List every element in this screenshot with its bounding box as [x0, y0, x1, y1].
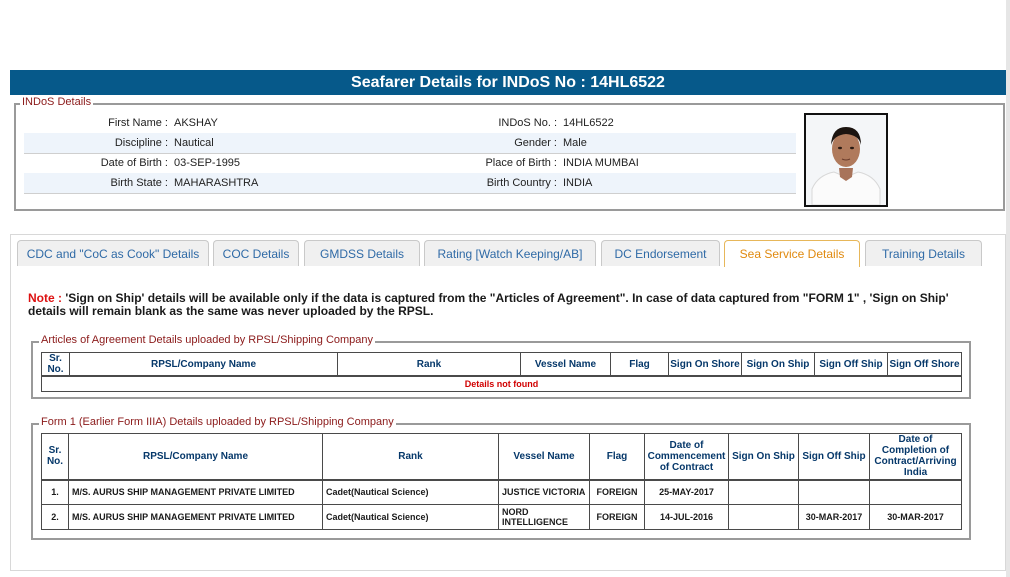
- info-row-first-name: [24, 113, 796, 134]
- company-name-cell: M/S. AURUS SHIP MANAGEMENT PRIVATE LIMITED: [69, 505, 323, 530]
- first-name-value: AKSHAY: [174, 117, 218, 129]
- articles-empty-row: [42, 376, 962, 391]
- gender-value: Male: [563, 137, 587, 149]
- table-row: [42, 480, 962, 505]
- col-flag: Flag: [611, 353, 669, 377]
- commencement-date-cell: 14-JUL-2016: [645, 505, 729, 530]
- tab-gmdss-details[interactable]: GMDSS Details: [304, 240, 420, 266]
- birth-state-label: Birth State :: [110, 177, 168, 189]
- vessel-name-cell: JUSTICE VICTORIA: [499, 480, 590, 505]
- articles-legend: Articles of Agreement Details uploaded by RPSL/Shipping Company: [41, 334, 374, 346]
- rank-cell: Cadet(Nautical Science): [323, 505, 499, 530]
- col-sr-no: Sr. No.: [42, 353, 70, 377]
- sign-on-ship-note: [28, 292, 978, 318]
- col-flag: Flag: [590, 434, 645, 480]
- col-commencement-date: Date of Commencement of Contract: [645, 434, 729, 480]
- commencement-date-cell: 25-MAY-2017: [645, 480, 729, 505]
- sign-off-ship-cell: 30-MAR-2017: [799, 505, 870, 530]
- sign-off-ship-cell: [799, 480, 870, 505]
- discipline-label: Discipline :: [114, 137, 168, 149]
- info-row-dob: [24, 153, 796, 174]
- col-sign-on-ship: Sign On Ship: [729, 434, 799, 480]
- sign-on-ship-cell: [729, 480, 799, 505]
- indos-no-value: 14HL6522: [563, 117, 614, 129]
- company-name-cell: M/S. AURUS SHIP MANAGEMENT PRIVATE LIMITED: [69, 480, 323, 505]
- form1-legend: Form 1 (Earlier Form IIIA) Details uploaded by RPSL/Shipping Company: [41, 416, 394, 428]
- details-not-found-message: Details not found: [42, 376, 962, 391]
- col-sign-off-ship: Sign Off Ship: [799, 434, 870, 480]
- birth-state-value: MAHARASHTRA: [174, 177, 259, 189]
- col-rank: Rank: [338, 353, 521, 377]
- col-company-name: RPSL/Company Name: [70, 353, 338, 377]
- tab-sea-service-details[interactable]: Sea Service Details: [724, 240, 860, 267]
- sr-no-cell: 1.: [42, 480, 69, 505]
- col-company-name: RPSL/Company Name: [69, 434, 323, 480]
- sign-on-ship-cell: [729, 505, 799, 530]
- col-vessel-name: Vessel Name: [521, 353, 611, 377]
- seafarer-photo: [804, 113, 888, 207]
- tab-coc-details[interactable]: COC Details: [213, 240, 299, 266]
- form1-header-row: [42, 434, 962, 480]
- col-sr-no: Sr. No.: [42, 434, 69, 480]
- page-right-border: [1006, 0, 1010, 577]
- flag-cell: FOREIGN: [590, 505, 645, 530]
- first-name-label: First Name :: [108, 117, 168, 129]
- flag-cell: FOREIGN: [590, 480, 645, 505]
- col-sign-off-ship: Sign Off Ship: [815, 353, 888, 377]
- tab-rating-details[interactable]: Rating [Watch Keeping/AB]: [424, 240, 596, 266]
- col-completion-date: Date of Completion of Contract/Arriving India: [870, 434, 962, 480]
- tab-dc-endorsement[interactable]: DC Endorsement: [601, 240, 720, 266]
- col-vessel-name: Vessel Name: [499, 434, 590, 480]
- indos-details-legend: INDoS Details: [22, 96, 92, 108]
- rank-cell: Cadet(Nautical Science): [323, 480, 499, 505]
- col-sign-on-shore: Sign On Shore: [669, 353, 742, 377]
- vessel-name-cell: NORD INTELLIGENCE: [499, 505, 590, 530]
- dob-value: 03-SEP-1995: [174, 157, 241, 169]
- indos-no-label: INDoS No. :: [498, 117, 557, 129]
- place-of-birth-value: INDIA MUMBAI: [563, 157, 639, 169]
- tab-cdc-details[interactable]: CDC and "CoC as Cook" Details: [17, 240, 209, 266]
- form1-table: [41, 433, 962, 530]
- col-rank: Rank: [323, 434, 499, 480]
- articles-table: [41, 352, 962, 392]
- note-text: 'Sign on Ship' details will be available only if the data is captured from the "Articles of Agreement". In case of data captured from "FORM 1" , 'Sign on Ship' details will remain blank as the same was never uploaded by the RPSL.: [28, 291, 949, 318]
- completion-date-cell: [870, 480, 962, 505]
- sr-no-cell: 2.: [42, 505, 69, 530]
- articles-header-row: [42, 353, 962, 377]
- completion-date-cell: 30-MAR-2017: [870, 505, 962, 530]
- person-photo-icon: [806, 115, 886, 205]
- dob-label: Date of Birth :: [100, 157, 168, 169]
- page-title: Seafarer Details for INDoS No : 14HL6522: [10, 70, 1006, 95]
- col-sign-off-shore: Sign Off Shore: [888, 353, 962, 377]
- tab-training-details[interactable]: Training Details: [865, 240, 982, 266]
- info-row-birth-state: [24, 173, 796, 194]
- col-sign-on-ship: Sign On Ship: [742, 353, 815, 377]
- table-row: [42, 505, 962, 530]
- birth-country-label: Birth Country :: [486, 177, 557, 189]
- info-row-discipline: [24, 133, 796, 154]
- discipline-value: Nautical: [174, 137, 214, 149]
- note-label: Note :: [28, 291, 62, 305]
- gender-label: Gender :: [514, 137, 557, 149]
- place-of-birth-label: Place of Birth :: [485, 157, 557, 169]
- birth-country-value: INDIA: [563, 177, 593, 189]
